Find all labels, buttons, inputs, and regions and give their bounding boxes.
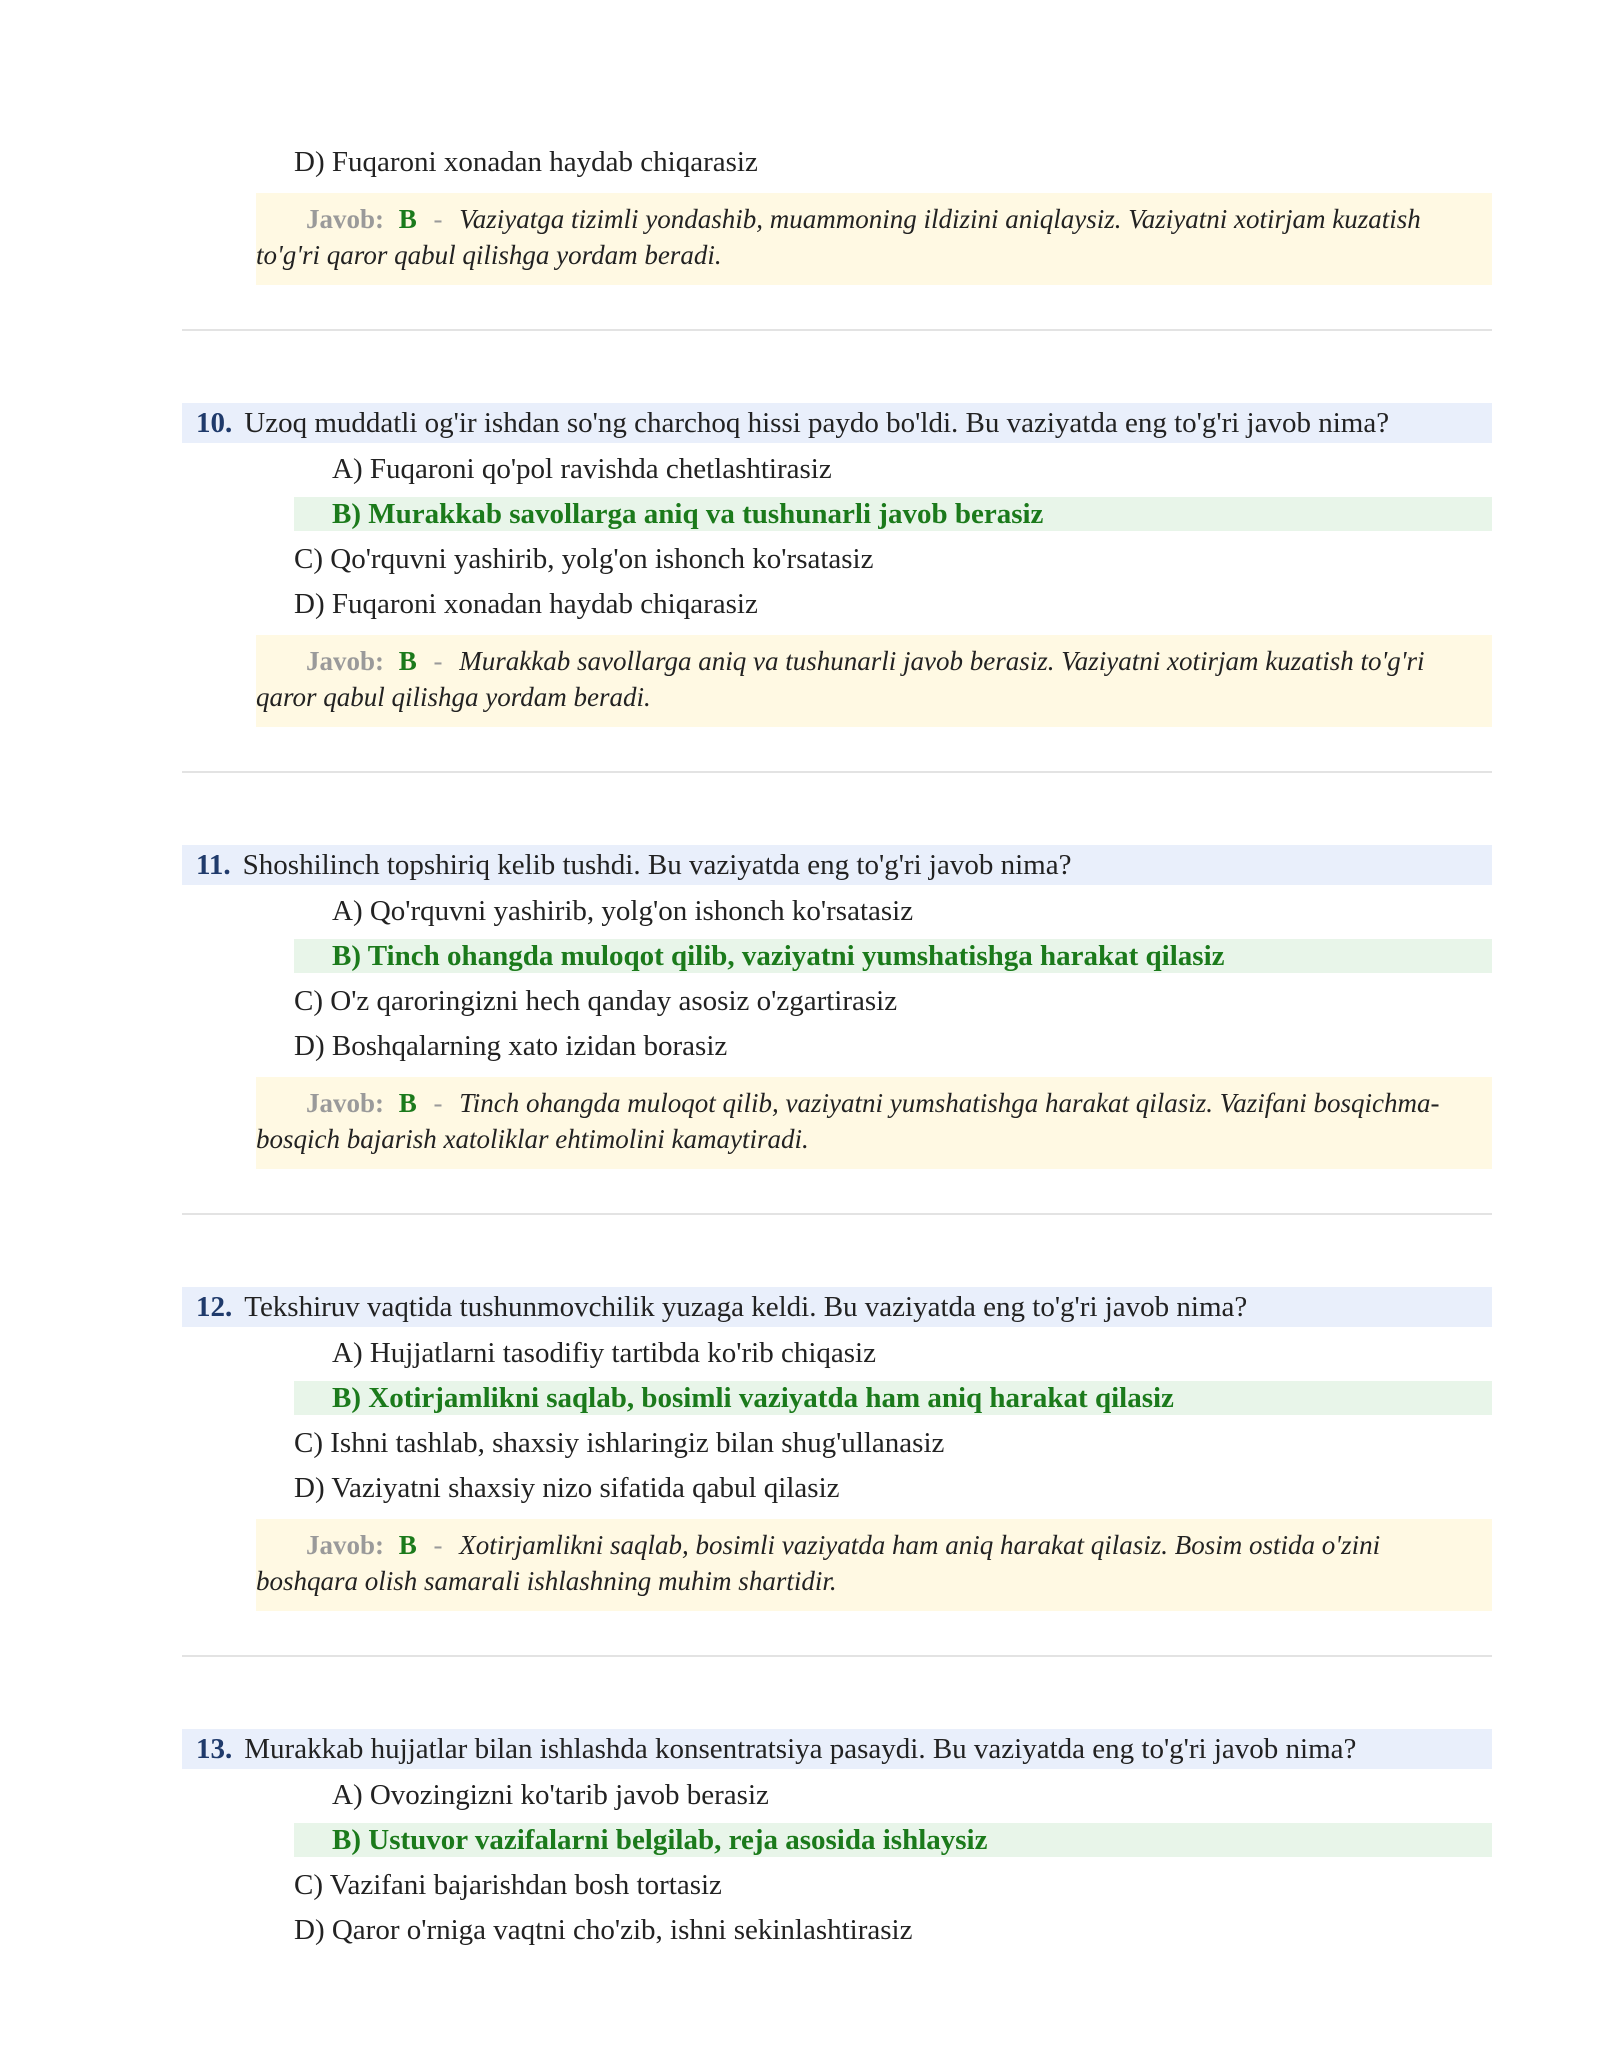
option-d: D) Qaror o'rniga vaqtni cho'zib, ishni sekinlashtirasiz	[294, 1914, 913, 1946]
answer-letter: B	[398, 646, 417, 676]
answer-explanation	[256, 1077, 1492, 1169]
divider	[182, 329, 1492, 331]
answer-letter: B	[398, 204, 417, 234]
answer-letter: B	[398, 1530, 417, 1560]
option-a: A) Hujjatlarni tasodifiy tartibda ko'rib chiqasiz	[332, 1337, 876, 1369]
explanation-text: Xotirjamlikni saqlab, bosimli vaziyatda ham aniq harakat qilasiz. Bosim ostida o'zini boshqara olish samarali ishlashning muhim shartidir.	[256, 1530, 1381, 1596]
question-header	[182, 1287, 1492, 1327]
question-text: Tekshiruv vaqtida tushunmovchilik yuzaga keldi. Bu vaziyatda eng to'g'ri javob nima?	[244, 1291, 1248, 1323]
explanation-text: Vaziyatga tizimli yondashib, muammoning ildizini aniqlaysiz. Vaziyatni xotirjam kuzatish to'g'ri qaror qabul qilishga yordam beradi.	[256, 204, 1421, 270]
option-d: D) Fuqaroni xonadan haydab chiqarasiz	[294, 588, 758, 620]
option-c: C) Ishni tashlab, shaxsiy ishlaringiz bilan shug'ullanasiz	[294, 1427, 945, 1459]
answer-label: Javob:	[306, 1088, 385, 1118]
option-b-correct: B) Xotirjamlikni saqlab, bosimli vaziyatda ham aniq harakat qilasiz	[294, 1381, 1492, 1415]
option-c: C) O'z qaroringizni hech qanday asosiz o'zgartirasiz	[294, 985, 898, 1017]
question-header	[182, 845, 1492, 885]
quiz-content	[182, 145, 1492, 1958]
option-d: D) Boshqalarning xato izidan borasiz	[294, 1030, 728, 1062]
answer-dash: -	[433, 204, 443, 234]
answer-label: Javob:	[306, 646, 385, 676]
option-d: D) Vaziyatni shaxsiy nizo sifatida qabul qilasiz	[294, 1472, 840, 1504]
explanation-text: Murakkab savollarga aniq va tushunarli javob berasiz. Vaziyatni xotirjam kuzatish to'g'ri qaror qabul qilishga yordam beradi.	[256, 646, 1425, 712]
answer-explanation	[256, 193, 1492, 285]
option-c: C) Vazifani bajarishdan bosh tortasiz	[294, 1869, 722, 1901]
answer-letter: B	[398, 1088, 417, 1118]
option-a: A) Ovozingizni ko'tarib javob berasiz	[332, 1779, 769, 1811]
explanation-text: Tinch ohangda muloqot qilib, vaziyatni yumshatishga harakat qilasiz. Vazifani bosqichma-bosqich bajarish xatoliklar ehtimolini kamaytiradi.	[256, 1088, 1440, 1154]
answer-explanation	[256, 1519, 1492, 1611]
option-b-correct: B) Tinch ohangda muloqot qilib, vaziyatni yumshatishga harakat qilasiz	[294, 939, 1492, 973]
answer-explanation	[256, 635, 1492, 727]
question-text: Shoshilinch topshiriq kelib tushdi. Bu vaziyatda eng to'g'ri javob nima?	[242, 849, 1072, 881]
question-text: Uzoq muddatli og'ir ishdan so'ng charchoq hissi paydo bo'ldi. Bu vaziyatda eng to'g'ri javob nima?	[244, 407, 1390, 439]
question-number: 13.	[196, 1733, 233, 1765]
option-a: A) Qo'rquvni yashirib, yolg'on ishonch ko'rsatasiz	[332, 895, 914, 927]
question-header	[182, 403, 1492, 443]
question-number: 10.	[196, 407, 233, 439]
answer-label: Javob:	[306, 1530, 385, 1560]
answer-dash: -	[433, 646, 443, 676]
answer-dash: -	[433, 1088, 443, 1118]
question-header	[182, 1729, 1492, 1769]
option-b-correct: B) Murakkab savollarga aniq va tushunarli javob berasiz	[294, 497, 1492, 531]
divider	[182, 1213, 1492, 1215]
question-text: Murakkab hujjatlar bilan ishlashda konsentratsiya pasaydi. Bu vaziyatda eng to'g'ri javob nima?	[244, 1733, 1357, 1765]
option-a: A) Fuqaroni qo'pol ravishda chetlashtirasiz	[332, 453, 832, 485]
question-11	[182, 845, 1492, 1169]
answer-label: Javob:	[306, 204, 385, 234]
question-10	[182, 403, 1492, 727]
question-number: 11.	[196, 849, 231, 881]
divider	[182, 771, 1492, 773]
option-c: C) Qo'rquvni yashirib, yolg'on ishonch ko'rsatasiz	[294, 543, 874, 575]
option-b-correct: B) Ustuvor vazifalarni belgilab, reja asosida ishlaysiz	[294, 1823, 1492, 1857]
answer-dash: -	[433, 1530, 443, 1560]
question-9-tail	[182, 145, 1492, 285]
option-d: D) Fuqaroni xonadan haydab chiqarasiz	[294, 146, 758, 178]
question-12	[182, 1287, 1492, 1611]
question-number: 12.	[196, 1291, 233, 1323]
divider	[182, 1655, 1492, 1657]
question-13	[182, 1729, 1492, 1947]
